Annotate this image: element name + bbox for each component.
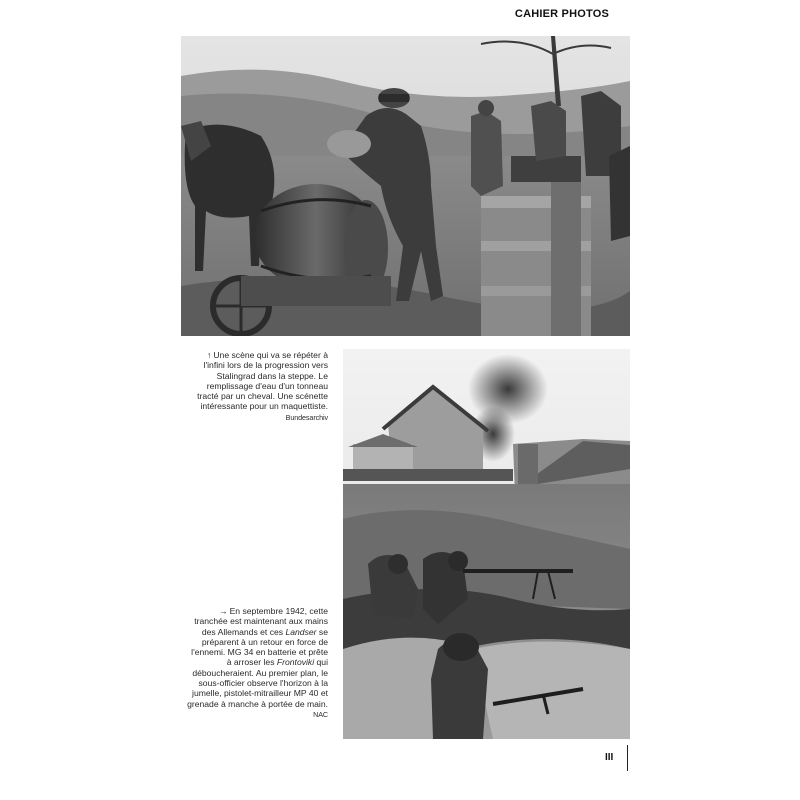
page-number: III — [605, 752, 614, 763]
folio-divider — [627, 745, 628, 771]
photo-caption-first — [186, 350, 328, 423]
photo-credit: Bundesarchiv — [285, 412, 328, 422]
caption-text-part-1: En septembre 1942, cette tranchée est maintenant aux mains des Allemands et ces — [194, 606, 328, 637]
caption-text: Une scène qui va se répéter à l'infini lors de la progression vers Stalingrad dans la steppe. Le remplissage d'eau d'un tonneau tracté par un cheval. Une scénette intéressante pour un maquettiste. — [197, 350, 328, 412]
arrow-right-icon: → — [218, 606, 228, 616]
caption-italic-frontoviki: Frontoviki — [276, 657, 315, 668]
arrow-up-icon: ↑ — [207, 350, 212, 360]
caption-italic-landser: Landser — [285, 626, 317, 637]
photo-credit: NAC — [313, 709, 328, 719]
caption-text-part-2: se préparent à un retour en force de l'ennemi. MG 34 en batterie et prête à arroser les — [191, 626, 328, 668]
caption-text-part-3: qui déboucheraient. Au premier plan, le sous-officier observe l'horizon à la jumelle, pistolet-mitrailleur MP 40 et grenade à manche à portée de main. — [187, 657, 328, 709]
section-title: CAHIER PHOTOS — [514, 8, 609, 20]
photo-barrel-filling — [181, 36, 630, 336]
photo-trench-mg34 — [343, 349, 630, 739]
photo-caption-second — [186, 606, 328, 720]
